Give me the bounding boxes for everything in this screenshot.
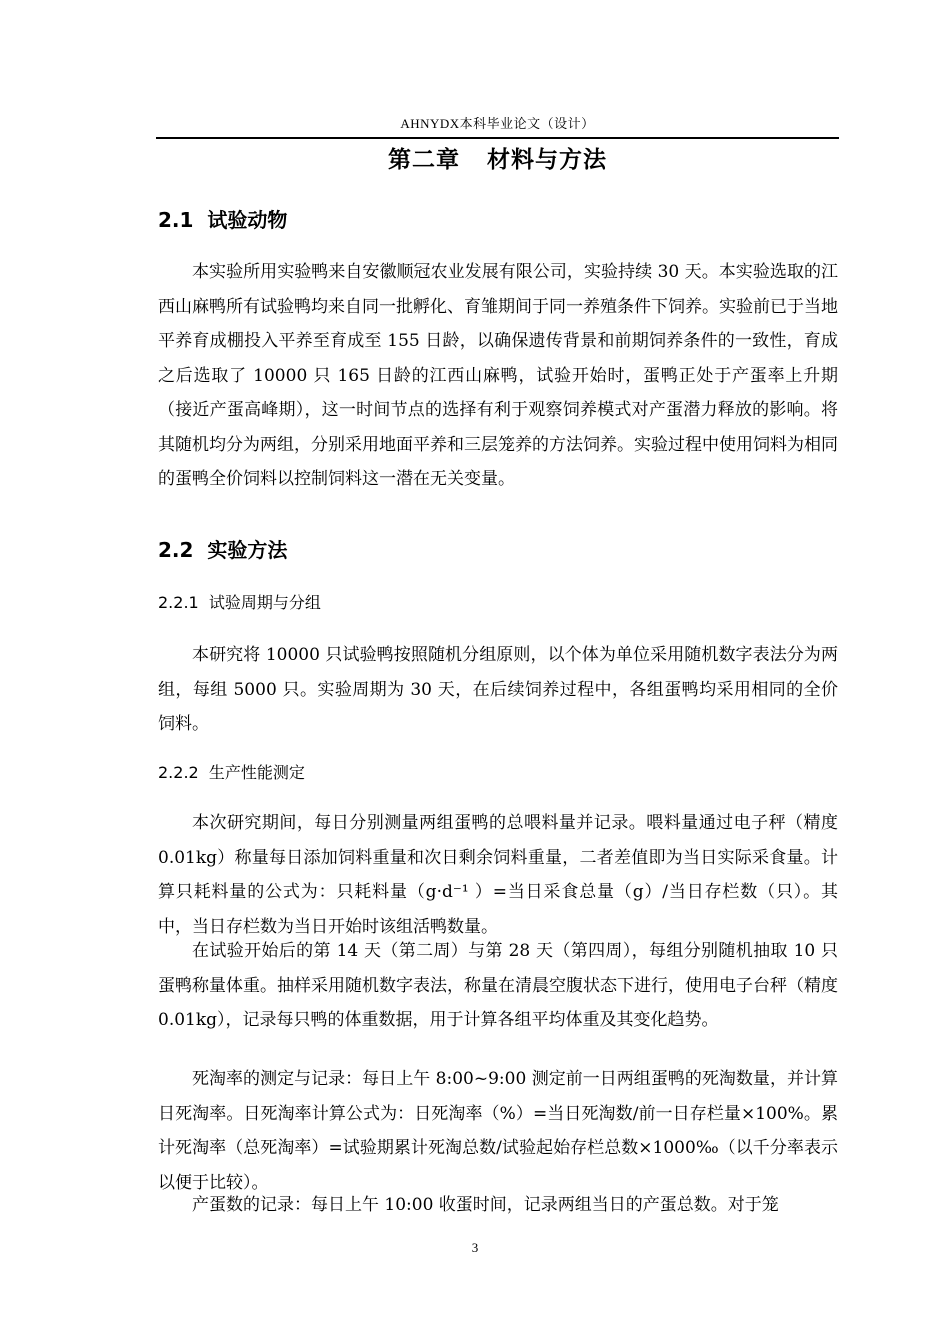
subsection-heading-2-2-2: 2.2.2 生产性能测定 bbox=[158, 763, 305, 782]
section-heading-2-1: 2.1 试验动物 bbox=[158, 208, 288, 232]
paragraph-test-animals: 本实验所用实验鸭来自安徽顺冠农业发展有限公司，实验持续 30 天。本实验选取的江西山麻鸭所有试验鸭均来自同一批孵化、育雏期间于同一养殖条件下饲养。实验前已于当地平养育成棚投入平养至育成至 155 日龄，以确保遗传背景和前期饲养条件的一致性，育成之后选取了 10000 只 165 日龄的江西山麻鸭，试验开始时，蛋鸭正处于产蛋率上升期（接近产蛋高峰期），这一时间节点的选择有利于观察饲养模式对产蛋潜力释放的影响。将其随机均分为两组，分别采用地面平养和三层笼养的方法饲养。实验过程中使用饲料为相同的蛋鸭全价饲料以控制饲料这一潜在无关变量。 bbox=[158, 262, 838, 489]
subsection-heading-2-2-1: 2.2.1 试验周期与分组 bbox=[158, 593, 321, 612]
page-number: 3 bbox=[471, 1240, 479, 1255]
paragraph-body-weight: 在试验开始后的第 14 天（第二周）与第 28 天（第四周），每组分别随机抽取 10 只蛋鸭称量体重。抽样采用随机数字表法，称量在清晨空腹状态下进行，使用电子台秤（精度 0.01kg），记录每只鸭的体重数据，用于计算各组平均体重及其变化趋势。 bbox=[158, 941, 838, 1030]
paragraph-feed-intake: 本次研究期间，每日分别测量两组蛋鸭的总喂料量并记录。喂料量通过电子秤（精度 0.01kg）称量每日添加饲料重量和次日剩余饲料重量，二者差值即为当日实际采食量。计算只耗料量的公式为：只耗料量（g·d⁻¹ ）=当日采食总量（g）/当日存栏数（只）。其中，当日存栏数为当日开始时该组活鸭数量。 bbox=[158, 813, 838, 937]
header-rule bbox=[156, 137, 839, 139]
paragraph-grouping: 本研究将 10000 只试验鸭按照随机分组原则，以个体为单位采用随机数字表法分为两组，每组 5000 只。实验周期为 30 天，在后续饲养过程中，各组蛋鸭均采用相同的全价饲料。 bbox=[158, 645, 838, 734]
paragraph-mortality: 死淘率的测定与记录：每日上午 8:00~9:00 测定前一日两组蛋鸭的死淘数量，并计算日死淘率。日死淘率计算公式为：日死淘率（%）=当日死淘数/前一日存栏量×100%。累计死淘率（总死淘率）=试验期累计死淘总数/试验起始存栏总数×1000‰（以千分率表示以便于比较）。 bbox=[158, 1069, 838, 1193]
chapter-title: 第二章 材料与方法 bbox=[387, 147, 608, 173]
running-header: AHNYDX本科毕业论文（设计） bbox=[400, 116, 595, 131]
paragraph-egg-count: 产蛋数的记录：每日上午 10:00 收蛋时间，记录两组当日的产蛋总数。对于笼 bbox=[192, 1195, 779, 1215]
section-heading-2-2: 2.2 实验方法 bbox=[158, 538, 288, 562]
